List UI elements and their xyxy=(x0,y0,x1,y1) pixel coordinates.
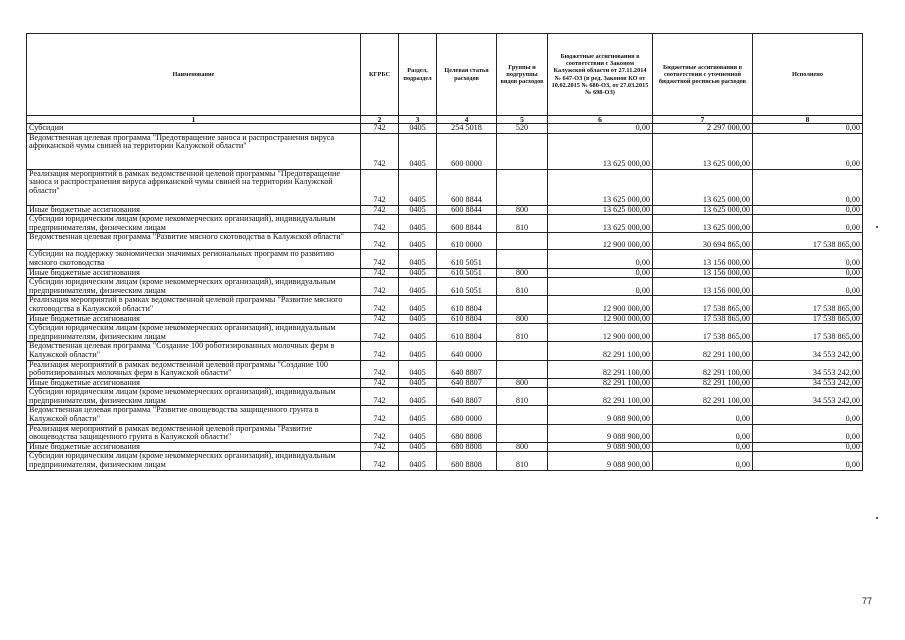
row-group: 800 xyxy=(497,442,548,452)
column-number: 4 xyxy=(437,116,497,124)
row-name: Иные бюджетные ассигнования xyxy=(27,442,361,452)
row-section: 0405 xyxy=(399,314,437,324)
row-name: Иные бюджетные ассигнования xyxy=(27,378,361,388)
row-name: Иные бюджетные ассигнования xyxy=(27,205,361,215)
row-kgrbs: 742 xyxy=(361,250,399,268)
table-row xyxy=(27,205,863,215)
row-refined: 13 625 000,00 xyxy=(653,215,753,233)
row-refined: 13 625 000,00 xyxy=(653,205,753,215)
header-article: Целевая статья расходов xyxy=(437,34,497,116)
row-executed: 34 553 242,00 xyxy=(753,360,863,378)
row-article: 600 0000 xyxy=(437,133,497,169)
row-article: 680 8808 xyxy=(437,442,497,452)
row-refined: 13 156 000,00 xyxy=(653,268,753,278)
row-refined: 0,00 xyxy=(653,452,753,470)
row-group: 810 xyxy=(497,388,548,406)
row-refined: 0,00 xyxy=(653,424,753,442)
row-article: 600 8844 xyxy=(437,169,497,205)
row-article: 640 8807 xyxy=(437,378,497,388)
header-budget: Бюджетные ассигнования в соответствии с Законом Калужской области от 27.11.2014 № 647-ОЗ (в ред. Законов КО от 10.02.2015 № 680-ОЗ, от 27.03.2015 № 698-ОЗ) xyxy=(548,34,653,116)
row-executed: 0,00 xyxy=(753,169,863,205)
row-kgrbs: 742 xyxy=(361,233,399,250)
row-kgrbs: 742 xyxy=(361,442,399,452)
row-budget: 12 900 000,00 xyxy=(548,324,653,342)
row-article: 610 8804 xyxy=(437,296,497,314)
row-group: 810 xyxy=(497,452,548,470)
column-number: 2 xyxy=(361,116,399,124)
row-executed: 0,00 xyxy=(753,268,863,278)
row-article: 640 0000 xyxy=(437,342,497,360)
table-row xyxy=(27,296,863,314)
row-name: Субсидии юридическим лицам (кроме некоммерческих организаций), индивидуальным предпринимателям, физическим лицам xyxy=(27,452,361,470)
row-executed: 0,00 xyxy=(753,278,863,296)
row-section: 0405 xyxy=(399,406,437,424)
row-budget: 13 625 000,00 xyxy=(548,133,653,169)
header-executed: Исполнено xyxy=(753,34,863,116)
row-budget: 0,00 xyxy=(548,278,653,296)
header-kgrbs: КГРБС xyxy=(361,34,399,116)
row-executed: 0,00 xyxy=(753,205,863,215)
row-executed: 0,00 xyxy=(753,424,863,442)
row-budget: 13 625 000,00 xyxy=(548,215,653,233)
row-refined: 13 625 000,00 xyxy=(653,169,753,205)
row-section: 0405 xyxy=(399,360,437,378)
row-refined: 82 291 100,00 xyxy=(653,342,753,360)
row-executed: 17 538 865,00 xyxy=(753,324,863,342)
table-row xyxy=(27,215,863,233)
column-number: 8 xyxy=(753,116,863,124)
row-budget: 9 088 900,00 xyxy=(548,442,653,452)
row-name: Реализация мероприятий в рамках ведомственной целевой программы "Предотвращение заноса и распространения вируса африканской чумы свиней на территории Калужской области" xyxy=(27,169,361,205)
row-executed: 0,00 xyxy=(753,124,863,134)
row-budget: 12 900 000,00 xyxy=(548,314,653,324)
row-article: 600 8844 xyxy=(437,205,497,215)
row-article: 680 0000 xyxy=(437,406,497,424)
row-group: 800 xyxy=(497,205,548,215)
row-refined: 0,00 xyxy=(653,442,753,452)
row-budget: 82 291 100,00 xyxy=(548,388,653,406)
row-kgrbs: 742 xyxy=(361,452,399,470)
table-row xyxy=(27,452,863,470)
row-article: 600 8844 xyxy=(437,215,497,233)
row-article: 610 5051 xyxy=(437,268,497,278)
row-group xyxy=(497,296,548,314)
table-row xyxy=(27,133,863,169)
row-refined: 82 291 100,00 xyxy=(653,388,753,406)
row-group xyxy=(497,169,548,205)
row-group xyxy=(497,342,548,360)
table-row xyxy=(27,314,863,324)
page-number: 77 xyxy=(862,596,873,606)
row-section: 0405 xyxy=(399,342,437,360)
row-section: 0405 xyxy=(399,278,437,296)
row-group xyxy=(497,133,548,169)
row-budget: 9 088 900,00 xyxy=(548,452,653,470)
row-kgrbs: 742 xyxy=(361,406,399,424)
row-section: 0405 xyxy=(399,205,437,215)
row-refined: 82 291 100,00 xyxy=(653,378,753,388)
row-section: 0405 xyxy=(399,133,437,169)
row-section: 0405 xyxy=(399,169,437,205)
row-refined: 13 156 000,00 xyxy=(653,250,753,268)
row-section: 0405 xyxy=(399,378,437,388)
row-executed: 0,00 xyxy=(753,133,863,169)
row-executed: 17 538 865,00 xyxy=(753,296,863,314)
budget-execution-sheet xyxy=(26,33,862,471)
table-row xyxy=(27,250,863,268)
row-refined: 17 538 865,00 xyxy=(653,324,753,342)
row-name: Ведомственная целевая программа "Предотвращение заноса и распространения вируса африканской чумы свиней на территории Калужской области" xyxy=(27,133,361,169)
row-budget: 82 291 100,00 xyxy=(548,342,653,360)
table-row xyxy=(27,233,863,250)
row-article: 610 5051 xyxy=(437,278,497,296)
row-section: 0405 xyxy=(399,442,437,452)
row-refined: 13 625 000,00 xyxy=(653,133,753,169)
table-row xyxy=(27,169,863,205)
row-budget: 13 625 000,00 xyxy=(548,169,653,205)
row-group: 800 xyxy=(497,378,548,388)
row-refined: 82 291 100,00 xyxy=(653,360,753,378)
row-section: 0405 xyxy=(399,452,437,470)
table-row xyxy=(27,268,863,278)
row-executed: 0,00 xyxy=(753,250,863,268)
table-row xyxy=(27,124,863,134)
row-article: 680 8808 xyxy=(437,452,497,470)
row-article: 610 8804 xyxy=(437,314,497,324)
row-article: 680 8808 xyxy=(437,424,497,442)
row-section: 0405 xyxy=(399,268,437,278)
row-section: 0405 xyxy=(399,424,437,442)
row-group: 810 xyxy=(497,324,548,342)
table-row xyxy=(27,324,863,342)
row-refined: 17 538 865,00 xyxy=(653,314,753,324)
row-name: Реализация мероприятий в рамках ведомственной целевой программы "Развитие мясного скотоводства в Калужской области" xyxy=(27,296,361,314)
row-group: 810 xyxy=(497,278,548,296)
header-section: Раздел, подраздел xyxy=(399,34,437,116)
row-budget: 82 291 100,00 xyxy=(548,378,653,388)
row-executed: 0,00 xyxy=(753,215,863,233)
row-group xyxy=(497,424,548,442)
row-name: Реализация мероприятий в рамках ведомственной целевой программы "Создание 100 роботизированных молочных ферм в Калужской области" xyxy=(27,360,361,378)
row-article: 610 8804 xyxy=(437,324,497,342)
row-group xyxy=(497,406,548,424)
column-number: 7 xyxy=(653,116,753,124)
row-name: Ведомственная целевая программа "Создание 100 роботизированных молочных ферм в Калужской области" xyxy=(27,342,361,360)
row-budget: 0,00 xyxy=(548,124,653,134)
column-number: 3 xyxy=(399,116,437,124)
row-budget: 12 900 000,00 xyxy=(548,233,653,250)
row-kgrbs: 742 xyxy=(361,268,399,278)
scan-speck xyxy=(876,226,878,228)
row-refined: 13 156 000,00 xyxy=(653,278,753,296)
row-kgrbs: 742 xyxy=(361,278,399,296)
row-article: 610 0000 xyxy=(437,233,497,250)
row-refined: 17 538 865,00 xyxy=(653,296,753,314)
row-kgrbs: 742 xyxy=(361,124,399,134)
row-name: Субсидии на поддержку экономически значимых региональных программ по развитию мясного скотоводства xyxy=(27,250,361,268)
row-executed: 0,00 xyxy=(753,452,863,470)
table-row xyxy=(27,278,863,296)
row-name: Субсидии xyxy=(27,124,361,134)
row-kgrbs: 742 xyxy=(361,314,399,324)
row-name: Иные бюджетные ассигнования xyxy=(27,268,361,278)
row-refined: 30 694 865,00 xyxy=(653,233,753,250)
column-number: 5 xyxy=(497,116,548,124)
row-name: Субсидии юридическим лицам (кроме некоммерческих организаций), индивидуальным предпринимателям, физическим лицам xyxy=(27,278,361,296)
table-row xyxy=(27,424,863,442)
table-row xyxy=(27,342,863,360)
row-group xyxy=(497,233,548,250)
budget-table xyxy=(26,33,863,471)
column-number-row xyxy=(27,116,863,124)
header-refined: Бюджетные ассигнования в соответствии с уточненной бюджетной росписью расходов xyxy=(653,34,753,116)
row-group: 810 xyxy=(497,215,548,233)
row-budget: 9 088 900,00 xyxy=(548,406,653,424)
row-group: 800 xyxy=(497,268,548,278)
row-kgrbs: 742 xyxy=(361,205,399,215)
row-budget: 0,00 xyxy=(548,250,653,268)
scan-speck xyxy=(876,517,878,519)
row-name: Субсидии юридическим лицам (кроме некоммерческих организаций), индивидуальным предпринимателям, физическим лицам xyxy=(27,215,361,233)
row-kgrbs: 742 xyxy=(361,324,399,342)
row-executed: 17 538 865,00 xyxy=(753,314,863,324)
row-group: 520 xyxy=(497,124,548,134)
row-section: 0405 xyxy=(399,250,437,268)
row-group: 800 xyxy=(497,314,548,324)
row-refined: 0,00 xyxy=(653,406,753,424)
column-number: 6 xyxy=(548,116,653,124)
row-refined: 2 297 000,00 xyxy=(653,124,753,134)
row-section: 0405 xyxy=(399,296,437,314)
table-row xyxy=(27,442,863,452)
row-group xyxy=(497,360,548,378)
table-header xyxy=(27,34,863,124)
table-row xyxy=(27,406,863,424)
table-row xyxy=(27,360,863,378)
row-article: 640 8807 xyxy=(437,360,497,378)
table-row xyxy=(27,378,863,388)
row-kgrbs: 742 xyxy=(361,296,399,314)
row-kgrbs: 742 xyxy=(361,388,399,406)
row-budget: 9 088 900,00 xyxy=(548,424,653,442)
row-name: Субсидии юридическим лицам (кроме некоммерческих организаций), индивидуальным предпринимателям, физическим лицам xyxy=(27,324,361,342)
row-group xyxy=(497,250,548,268)
row-article: 640 8807 xyxy=(437,388,497,406)
row-budget: 0,00 xyxy=(548,268,653,278)
row-kgrbs: 742 xyxy=(361,424,399,442)
row-name: Ведомственная целевая программа "Развитие мясного скотоводства в Калужской области" xyxy=(27,233,361,250)
column-number: 1 xyxy=(27,116,361,124)
row-article: 610 5051 xyxy=(437,250,497,268)
table-body xyxy=(27,124,863,471)
row-section: 0405 xyxy=(399,124,437,134)
row-executed: 34 553 242,00 xyxy=(753,342,863,360)
row-name: Субсидии юридическим лицам (кроме некоммерческих организаций), индивидуальным предпринимателям, физическим лицам xyxy=(27,388,361,406)
row-kgrbs: 742 xyxy=(361,215,399,233)
row-section: 0405 xyxy=(399,233,437,250)
row-section: 0405 xyxy=(399,388,437,406)
row-kgrbs: 742 xyxy=(361,378,399,388)
row-section: 0405 xyxy=(399,215,437,233)
row-kgrbs: 742 xyxy=(361,342,399,360)
row-article: 254 5018 xyxy=(437,124,497,134)
row-budget: 82 291 100,00 xyxy=(548,360,653,378)
table-row xyxy=(27,388,863,406)
row-section: 0405 xyxy=(399,324,437,342)
row-kgrbs: 742 xyxy=(361,133,399,169)
row-name: Ведомственная целевая программа "Развитие овощеводства защищенного грунта в Калужской области" xyxy=(27,406,361,424)
row-name: Иные бюджетные ассигнования xyxy=(27,314,361,324)
row-name: Реализация мероприятий в рамках ведомственной целевой программы "Развитие овощеводства защищенного грунта в Калужской области" xyxy=(27,424,361,442)
row-executed: 17 538 865,00 xyxy=(753,233,863,250)
row-executed: 34 553 242,00 xyxy=(753,388,863,406)
row-budget: 12 900 000,00 xyxy=(548,296,653,314)
row-executed: 0,00 xyxy=(753,442,863,452)
header-name: Наименование xyxy=(27,34,361,116)
row-kgrbs: 742 xyxy=(361,169,399,205)
header-group: Группы и подгруппы видов расходов xyxy=(497,34,548,116)
row-executed: 34 553 242,00 xyxy=(753,378,863,388)
row-executed: 0,00 xyxy=(753,406,863,424)
row-budget: 13 625 000,00 xyxy=(548,205,653,215)
row-kgrbs: 742 xyxy=(361,360,399,378)
